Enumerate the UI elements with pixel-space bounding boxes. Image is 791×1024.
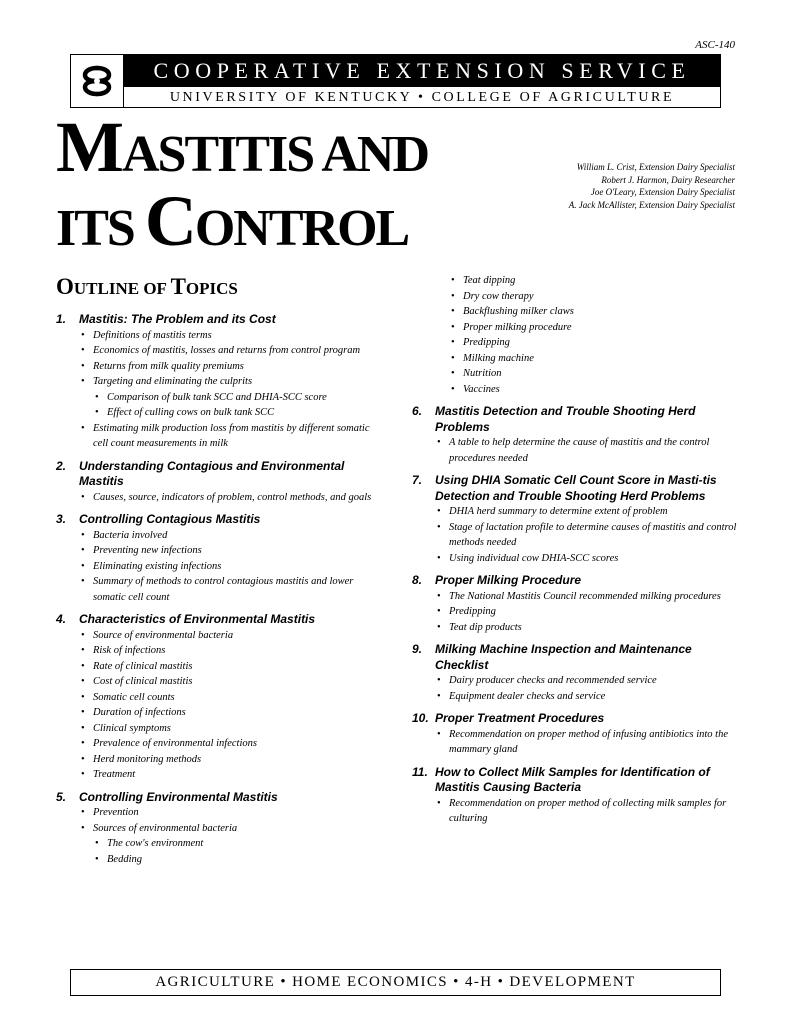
topic-item-list	[56, 328, 386, 452]
topic-heading	[56, 512, 386, 528]
masthead-university-line: UNIVERSITY OF KENTUCKY • COLLEGE OF AGRICULTURE	[169, 90, 675, 105]
topic-item: • Summary of methods to control contagious mastitis and lower somatic cell count	[79, 574, 386, 605]
topic-number: 1.	[56, 312, 67, 326]
topic-item: • Duration of infections	[79, 705, 386, 721]
topic-heading	[412, 473, 742, 504]
topic-item-list	[412, 727, 742, 758]
author-line: Robert J. Harmon, Dairy Researcher	[601, 174, 735, 185]
topic-item: • DHIA herd summary to determine extent of problem	[435, 504, 742, 520]
title-initial-2: C	[144, 181, 195, 261]
outline-heading	[56, 274, 238, 300]
title-rest-2: ONTROL	[194, 200, 409, 257]
topic-heading	[56, 790, 386, 806]
topic-item: • The National Mastitis Council recommended milking procedures	[435, 589, 742, 605]
extension-knot-logo-icon	[71, 55, 124, 107]
topic-title: Controlling Contagious Mastitis	[79, 512, 261, 526]
outline-topic	[412, 765, 742, 827]
topic-number: 5.	[56, 789, 67, 804]
topic-item: • Using individual cow DHIA-SCC scores	[435, 551, 742, 567]
author-line: A. Jack McAllister, Extension Dairy Specialist	[568, 199, 735, 210]
topic-item: • Sources of environmental bacteria	[79, 821, 386, 837]
outline-topic	[412, 473, 742, 566]
author-line: Joe O'Leary, Extension Dairy Specialist	[590, 187, 735, 197]
outline-topic	[56, 512, 386, 605]
topic-number: 6.	[412, 404, 423, 418]
topic-item-list	[56, 490, 386, 506]
title-prefix-2: ITS	[56, 200, 145, 257]
topic-number: 10.	[412, 711, 429, 725]
document-title	[56, 107, 428, 262]
topic-item: • Bacteria involved	[79, 528, 386, 544]
topic-item: • Treatment	[79, 767, 386, 783]
topic-item-list	[56, 528, 386, 606]
topic-item-list	[412, 796, 742, 827]
topic-subitem: • Bedding	[93, 852, 386, 868]
topic-number: 3.	[56, 512, 67, 526]
title-line-1	[56, 107, 428, 187]
topic-item: • Economics of mastitis, losses and returns from control program	[79, 343, 386, 359]
topic-number: 2.	[56, 458, 67, 473]
outline-topic	[56, 790, 386, 868]
topic-subitem: • Vaccines	[449, 382, 742, 398]
topic-subitem: • Effect of culling cows on bulk tank SCC	[93, 405, 386, 421]
topic-item: • Source of environmental bacteria	[79, 628, 386, 644]
topic-title: Characteristics of Environmental Mastitis	[79, 612, 316, 626]
topic-heading	[412, 711, 742, 727]
topic-item-list	[56, 805, 386, 867]
topic-item: • Prevention	[79, 805, 386, 821]
outline-right-topics	[412, 404, 742, 827]
topic-number: 7.	[412, 473, 423, 487]
topic-item: • Somatic cell counts	[79, 690, 386, 706]
topic-item-list	[412, 435, 742, 466]
topic-item: • A table to help determine the cause of mastitis and the control procedures needed	[435, 435, 742, 466]
topic-subitem: • The cow's environment	[93, 836, 386, 852]
topic-heading	[56, 459, 386, 490]
topic-subitem: • Nutrition	[449, 366, 742, 382]
outline-left-column	[56, 312, 386, 874]
title-line-2	[56, 181, 409, 261]
topic-subitem: • Proper milking procedure	[449, 320, 742, 336]
outline-topic	[412, 642, 742, 704]
topic-title: Proper Milking Procedure	[435, 573, 582, 587]
topic-item: • Equipment dealer checks and service	[435, 689, 742, 705]
topic-number: 9.	[412, 642, 423, 656]
topic-item: • Risk of infections	[79, 643, 386, 659]
outline-right-column	[412, 273, 742, 834]
topic-item: • Teat dip products	[435, 620, 742, 636]
footer-banner: AGRICULTURE • HOME ECONOMICS • 4-H • DEVELOPMENT	[70, 969, 721, 996]
title-rest-1: ASTITIS AND	[121, 126, 428, 183]
topic-title: Using DHIA Somatic Cell Count Score in Masti-tis Detection and Trouble Shooting Herd Problems	[435, 473, 717, 503]
topic-title: How to Collect Milk Samples for Identification of Mastitis Causing Bacteria	[435, 764, 710, 794]
topic-title: Mastitis Detection and Trouble Shooting Herd Problems	[435, 404, 696, 434]
masthead-org-band: COOPERATIVE EXTENSION SERVICE	[124, 55, 720, 87]
topic-heading	[56, 312, 386, 328]
topic-item: • Causes, source, indicators of problem, control methods, and goals	[79, 490, 386, 506]
topic-heading	[56, 612, 386, 628]
topic-item-list	[412, 673, 742, 704]
topic-item: • Predipping	[435, 604, 742, 620]
topic-title: Understanding Contagious and Environmental Mastitis	[79, 458, 345, 488]
topic-item: • Eliminating existing infections	[79, 559, 386, 575]
author-line: William L. Crist, Extension Dairy Specialist	[576, 162, 735, 172]
topic-item: • Preventing new infections	[79, 543, 386, 559]
topic-item: • Definitions of mastitis terms	[79, 328, 386, 344]
topic-title: Milking Machine Inspection and Maintenance Checklist	[435, 642, 692, 672]
topic-number: 11.	[412, 764, 428, 779]
topic-subitem: • Predipping	[449, 335, 742, 351]
topic-heading	[412, 573, 742, 589]
topic-item-list	[56, 628, 386, 783]
topic-item: • Rate of clinical mastitis	[79, 659, 386, 675]
topic-item: • Stage of lactation profile to determine causes of mastitis and control methods needed	[435, 520, 742, 551]
topic-number: 8.	[412, 573, 423, 587]
outline-topic	[412, 404, 742, 466]
outline-topic	[412, 573, 742, 635]
outline-topic	[56, 459, 386, 506]
topic-heading	[412, 765, 742, 796]
outline-topic	[56, 612, 386, 783]
title-initial-1: M	[56, 107, 122, 187]
topic-title: Proper Treatment Procedures	[435, 711, 605, 725]
document-id: ASC-140	[695, 39, 735, 51]
topic-heading	[412, 642, 742, 673]
topic-item: • Targeting and eliminating the culprits	[79, 374, 386, 390]
topic-item: • Recommendation on proper method of infusing antibiotics into the mammary gland	[435, 727, 742, 758]
topic-item: • Herd monitoring methods	[79, 752, 386, 768]
outline-topic	[412, 711, 742, 758]
topic-subitem: • Comparison of bulk tank SCC and DHIA-SCC score	[93, 390, 386, 406]
topic-subitem: • Teat dipping	[449, 273, 742, 289]
topic-subitem: • Milking machine	[449, 351, 742, 367]
topic-subitem: • Backflushing milker claws	[449, 304, 742, 320]
topic-item: • Prevalence of environmental infections	[79, 736, 386, 752]
topic-title: Controlling Environmental Mastitis	[79, 789, 278, 804]
outline-rest-1: UTLINE OF	[73, 279, 171, 298]
topic-title: Mastitis: The Problem and its Cost	[79, 312, 276, 326]
masthead	[70, 54, 721, 108]
topic-item-list	[412, 504, 742, 566]
outline-rest-2: OPICS	[185, 279, 238, 298]
topic-subitem: • Dry cow therapy	[449, 289, 742, 305]
topic-heading	[412, 404, 742, 435]
topic-item: • Returns from milk quality premiums	[79, 359, 386, 375]
topic-number: 4.	[56, 612, 67, 626]
topic-item: • Estimating milk production loss from mastitis by different somatic cell count measurements in milk	[79, 421, 386, 452]
outline-initial-1: O	[56, 274, 74, 299]
topic-item: • Recommendation on proper method of collecting milk samples for culturing	[435, 796, 742, 827]
outline-initial-2: T	[170, 274, 186, 299]
topic-item: • Cost of clinical mastitis	[79, 674, 386, 690]
topic-item: • Dairy producer checks and recommended service	[435, 673, 742, 689]
author-list	[569, 161, 735, 211]
topic-item: • Clinical symptoms	[79, 721, 386, 737]
outline-topic	[56, 312, 386, 452]
topic-item-list	[412, 589, 742, 636]
topic-5-continued-items	[412, 273, 742, 397]
